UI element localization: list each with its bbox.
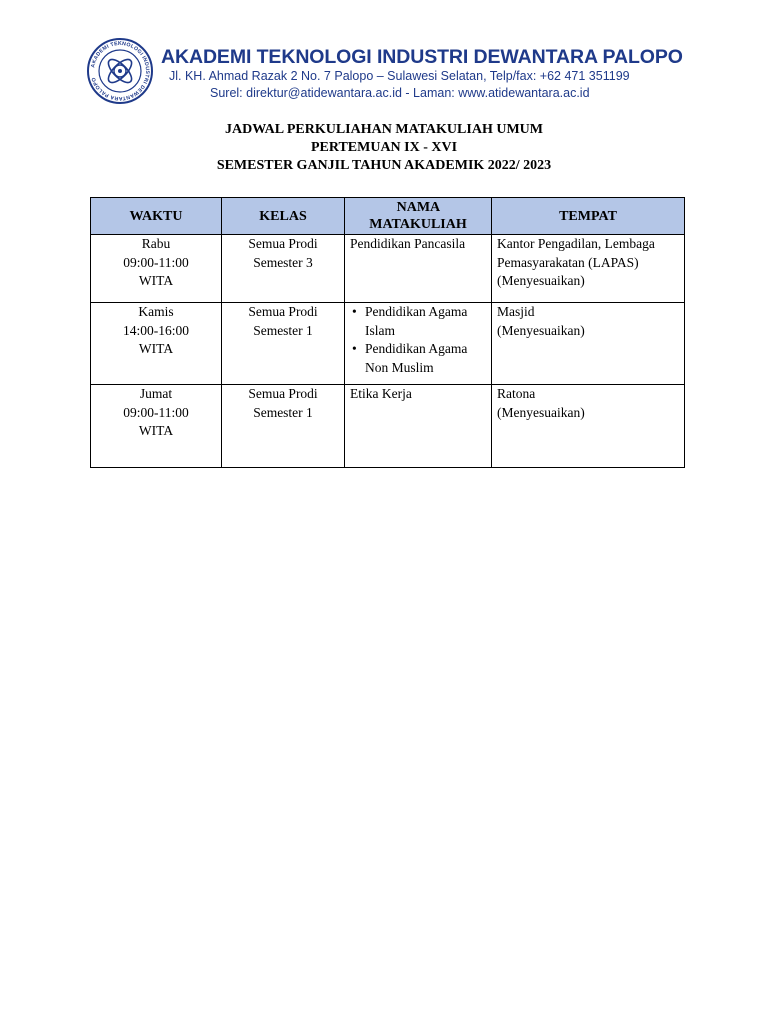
cell-tempat	[492, 303, 685, 385]
matakuliah-name: Etika Kerja	[350, 386, 412, 401]
title-line-1: JADWAL PERKULIAHAN MATAKULIAH UMUM	[225, 122, 543, 137]
waktu-zone: WITA	[138, 273, 174, 288]
schedule-table	[90, 197, 685, 468]
cell-matakuliah	[345, 235, 492, 303]
header-matakuliah	[345, 198, 492, 235]
tempat-line: (Menyesuaikan)	[497, 273, 585, 288]
cell-waktu	[91, 235, 222, 303]
kelas-semester: Semester 1	[253, 404, 313, 420]
waktu-time: 09:00-11:00	[123, 254, 189, 270]
waktu-zone: WITA	[138, 423, 174, 438]
institution-seal-icon	[86, 37, 154, 105]
waktu-time: 09:00-11:00	[123, 404, 189, 420]
table-header-row	[91, 198, 685, 235]
cell-kelas	[222, 235, 345, 303]
list-item	[365, 303, 486, 340]
list-item-text: Islam	[365, 322, 395, 338]
cell-matakuliah	[345, 303, 492, 385]
tempat-line: Pemasyarakatan (LAPAS)	[497, 254, 639, 270]
tempat-line: (Menyesuaikan)	[497, 322, 585, 338]
list-item-text: • Pendidikan Agama	[365, 304, 468, 319]
cell-tempat	[492, 385, 685, 468]
list-item-text: Non Muslim	[365, 359, 434, 375]
tempat-line: Ratona	[497, 386, 536, 401]
waktu-day: Rabu	[141, 236, 171, 251]
table-row	[91, 303, 685, 385]
tempat-line: Masjid	[497, 304, 535, 319]
kelas-prodi: Semua Prodi	[248, 304, 318, 319]
header-matakuliah-line2: MATAKULIAH	[369, 217, 467, 232]
org-contact: Surel: direktur@atidewantara.ac.id - Laman: www.atidewantara.ac.id	[210, 86, 590, 100]
cell-kelas	[222, 303, 345, 385]
table-row	[91, 235, 685, 303]
list-item-text: • Pendidikan Agama	[365, 341, 468, 356]
waktu-day: Kamis	[138, 304, 174, 319]
cell-kelas	[222, 385, 345, 468]
logo-ring-text: AKADEMI TEKNOLOGI INDUSTRI DEWANTARA PALOPO	[90, 40, 151, 102]
list-item	[365, 340, 486, 377]
waktu-zone: WITA	[138, 341, 174, 356]
kelas-prodi: Semua Prodi	[248, 236, 318, 251]
tempat-line: (Menyesuaikan)	[497, 404, 585, 420]
cell-tempat	[492, 235, 685, 303]
title-line-3: SEMESTER GANJIL TAHUN AKADEMIK 2022/ 2023	[216, 158, 552, 173]
matakuliah-name: Pendidikan Pancasila	[350, 236, 466, 251]
header-waktu: WAKTU	[91, 198, 222, 235]
cell-matakuliah	[345, 385, 492, 468]
document-title	[0, 121, 768, 175]
org-name: AKADEMI TEKNOLOGI INDUSTRI DEWANTARA PALOPO	[161, 46, 683, 68]
letterhead	[0, 0, 768, 110]
waktu-time: 14:00-16:00	[123, 322, 189, 338]
header-kelas: KELAS	[222, 198, 345, 235]
kelas-prodi: Semua Prodi	[248, 386, 318, 401]
waktu-day: Jumat	[139, 386, 173, 401]
header-matakuliah-line1: NAMA	[396, 200, 440, 215]
kelas-semester: Semester 3	[253, 254, 313, 270]
table-row	[91, 385, 685, 468]
tempat-line: Kantor Pengadilan, Lembaga	[497, 236, 655, 251]
header-tempat: TEMPAT	[492, 198, 685, 235]
cell-waktu	[91, 385, 222, 468]
kelas-semester: Semester 1	[253, 322, 313, 338]
org-address: Jl. KH. Ahmad Razak 2 No. 7 Palopo – Sulawesi Selatan, Telp/fax: +62 471 351199	[169, 69, 630, 83]
matakuliah-list	[350, 303, 486, 377]
cell-waktu	[91, 303, 222, 385]
title-line-2: PERTEMUAN IX - XVI	[310, 140, 458, 155]
